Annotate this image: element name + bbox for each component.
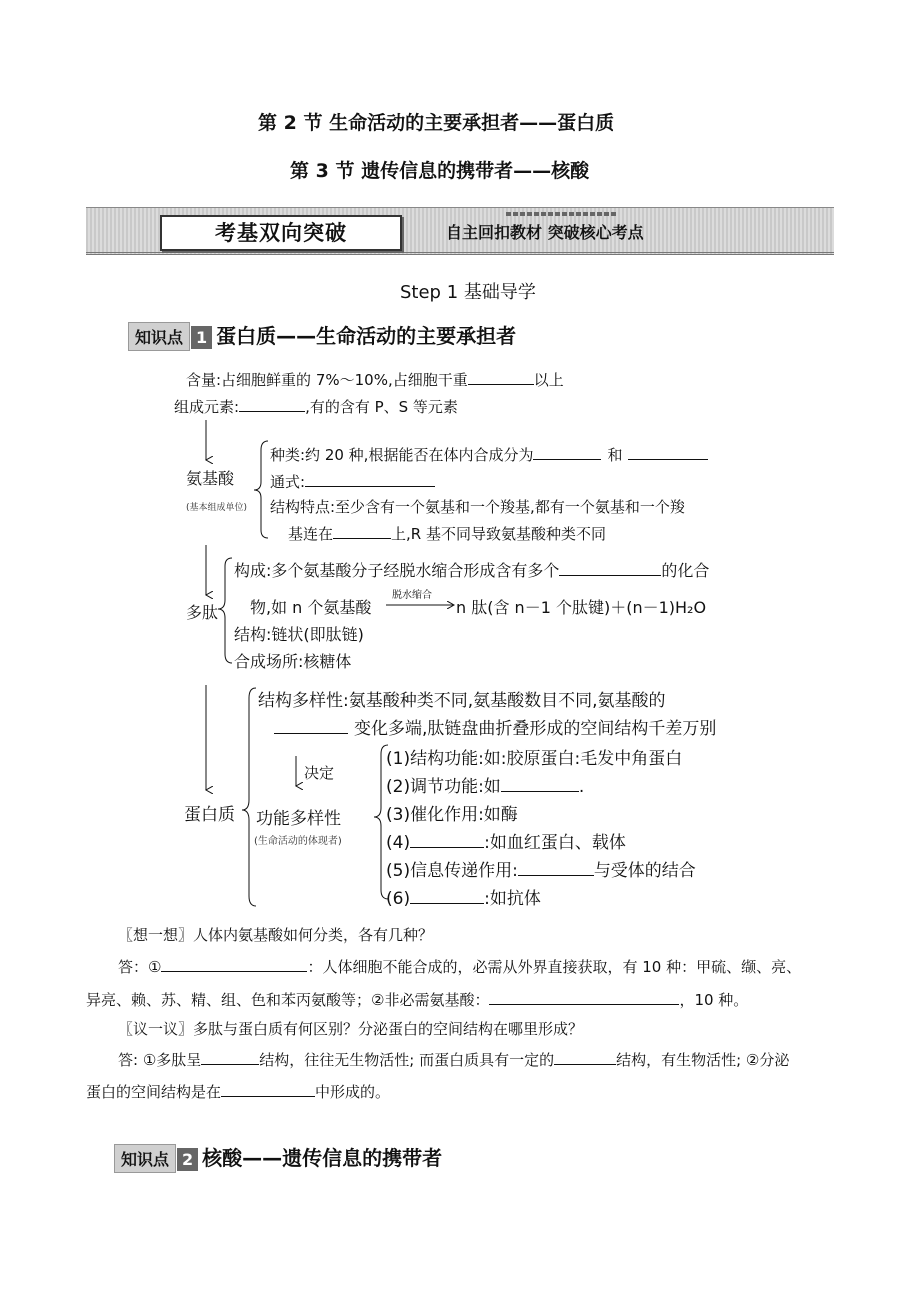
kp1-title: 蛋白质——生命活动的主要承担者 bbox=[216, 324, 517, 348]
step-heading: Step 1 基础导学 bbox=[400, 282, 536, 303]
amino-kinds: 种类:约 20 种,根据能否在体内合成分为 和 bbox=[270, 443, 708, 465]
banner-right-label: 自主回扣教材 突破核心考点 bbox=[446, 223, 644, 242]
protein-label: 蛋白质 bbox=[184, 805, 235, 825]
kp2-number: 2 bbox=[177, 1148, 198, 1171]
banner-left-label: 考基双向突破 bbox=[160, 215, 402, 251]
kp2-title: 核酸——遗传信息的携带者 bbox=[202, 1146, 443, 1170]
structure-diversity-2: 变化多端,肽链盘曲折叠形成的空间结构千差万别 bbox=[274, 714, 716, 739]
function-diversity-label: 功能多样性 bbox=[256, 809, 341, 829]
function-2: (2)调节功能:如 . bbox=[386, 777, 585, 797]
section-title-3: 第 3 节 遗传信息的携带者——核酸 bbox=[290, 160, 590, 182]
think-answer-2: 异亮、赖、苏、精、组、色和苯丙氨酸等；②非必需氨基酸： ，10 种。 bbox=[86, 988, 748, 1010]
function-3: (3)催化作用:如酶 bbox=[386, 805, 518, 825]
brace-peptide bbox=[218, 558, 232, 663]
amino-acid-sub: (基本组成单位) bbox=[186, 503, 248, 513]
peptide-product: n 肽(含 n－1 个肽键)＋(n－1)H₂O bbox=[456, 598, 707, 617]
section-title-2: 第 2 节 生命活动的主要承担者——蛋白质 bbox=[258, 112, 615, 134]
amino-structure-1: 结构特点:至少含有一个氨基和一个羧基,都有一个氨基和一个羧 bbox=[270, 498, 685, 516]
decide-label: 决定 bbox=[304, 764, 335, 782]
amino-structure-2: 基连在 上,R 基不同导致氨基酸种类不同 bbox=[288, 522, 606, 544]
discuss-question: 〖议一议〗多肽与蛋白质有何区别？分泌蛋白的空间结构在哪里形成？ bbox=[118, 1020, 584, 1038]
brace-amino bbox=[254, 441, 268, 538]
function-4: (4) :如血红蛋白、载体 bbox=[386, 833, 626, 853]
function-6: (6) :如抗体 bbox=[386, 889, 541, 909]
function-5: (5)信息传递作用: 与受体的结合 bbox=[386, 861, 696, 881]
discuss-answer-2: 蛋白的空间结构是在 中形成的。 bbox=[86, 1080, 390, 1102]
amino-acid-label: 氨基酸 bbox=[186, 469, 235, 488]
peptide-formation-2: 物,如 n 个氨基酸 bbox=[250, 598, 372, 617]
content-line: 含量:占细胞鲜重的 7%～10%,占细胞干重 以上 bbox=[186, 368, 564, 390]
dehydration-label: 脱水缩合 bbox=[392, 590, 432, 601]
kp1-badge: 知识点 bbox=[128, 322, 190, 351]
discuss-answer-1: 答: ①多肽呈 结构，往往无生物活性; 而蛋白质具有一定的 结构，有生物活性; ②分泌 bbox=[118, 1048, 789, 1070]
structure-diversity-1: 结构多样性:氨基酸种类不同,氨基酸数目不同,氨基酸的 bbox=[258, 691, 666, 711]
think-answer-1: 答：① ：人体细胞不能合成的，必需从外界直接获取，有 10 种：甲硫、缬、亮、 bbox=[118, 955, 801, 977]
peptide-structure: 结构:链状(即肽链) bbox=[234, 625, 364, 644]
brace-protein bbox=[242, 688, 256, 906]
amino-formula: 通式: bbox=[270, 470, 435, 492]
function-diversity-sub: (生命活动的体现者) bbox=[254, 836, 342, 847]
peptide-site: 合成场所:核糖体 bbox=[234, 652, 352, 671]
function-1: (1)结构功能:如:胶原蛋白:毛发中角蛋白 bbox=[386, 749, 683, 769]
kp2-heading bbox=[114, 1142, 442, 1173]
kp1-number: 1 bbox=[191, 326, 212, 349]
peptide-label: 多肽 bbox=[186, 603, 219, 622]
elements-line: 组成元素: ,有的含有 P、S 等元素 bbox=[174, 395, 458, 417]
kp2-badge: 知识点 bbox=[114, 1144, 176, 1173]
think-question: 〖想一想〗人体内氨基酸如何分类，各有几种？ bbox=[118, 926, 434, 944]
peptide-formation-1: 构成:多个氨基酸分子经脱水缩合形成含有多个 的化合 bbox=[234, 561, 710, 580]
